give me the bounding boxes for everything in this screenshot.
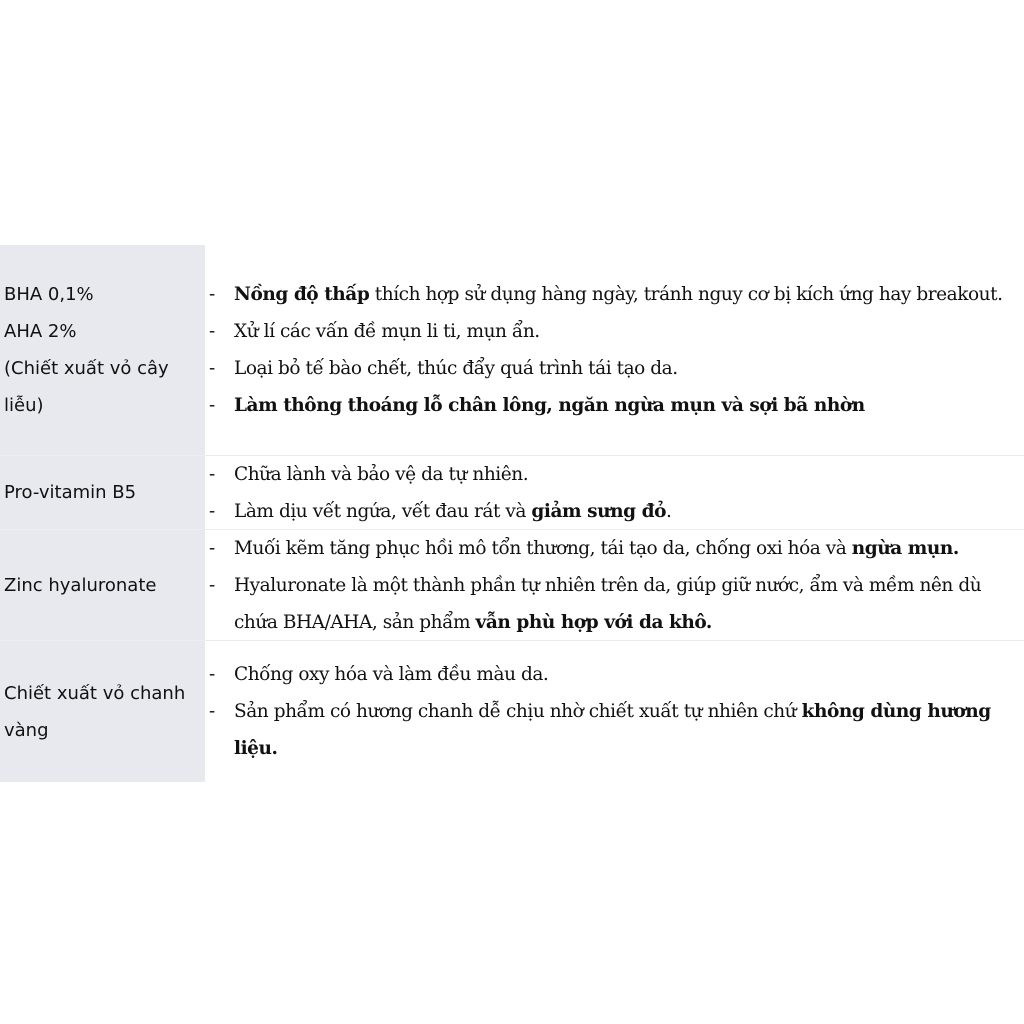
benefit-text: Làm dịu vết ngứa, vết đau rát và giảm sưng đỏ. — [234, 500, 672, 522]
benefit-cell — [205, 245, 1024, 455]
benefit-text: Làm thông thoáng lỗ chân lông, ngăn ngừa mụn và sợi bã nhờn — [234, 395, 865, 416]
ingredient-cell — [0, 456, 205, 529]
bullet-dash: - — [209, 358, 216, 379]
benefit-text: Chữa lành và bảo vệ da tự nhiên. — [234, 463, 529, 485]
benefit-text: Loại bỏ tế bào chết, thúc đẩy quá trình tái tạo da. — [234, 358, 678, 379]
bullet-dash: - — [209, 321, 216, 342]
bullet-dash: - — [209, 284, 216, 305]
benefit-text: Hyaluronate là một thành phần tự nhiên trên da, giúp giữ nước, ẩm và mềm nên dù chứa BHA/AHA, sản phẩm vẫn phù hợp với da khô. — [234, 574, 982, 633]
list-item — [205, 656, 1024, 693]
list-item — [205, 276, 1024, 313]
benefit-text: Xử lí các vấn đề mụn li ti, mụn ẩn. — [234, 321, 540, 342]
list-item — [205, 456, 1024, 493]
bullet-dash: - — [209, 395, 216, 416]
table-row — [0, 245, 1024, 456]
ingredient-table — [0, 245, 1024, 782]
bullet-dash: - — [209, 537, 216, 559]
list-item — [205, 530, 1024, 567]
list-item — [205, 350, 1024, 387]
bullet-dash: - — [209, 574, 216, 596]
ingredient-name: AHA 2% — [4, 321, 77, 342]
ingredient-cell — [0, 641, 205, 782]
bullet-dash: - — [209, 664, 216, 685]
ingredient-cell — [0, 245, 205, 455]
ingredient-name: BHA 0,1% — [4, 284, 94, 305]
ingredient-name: vàng — [4, 719, 49, 741]
benefit-cell — [205, 530, 1024, 640]
ingredient-name: Zinc hyaluronate — [4, 574, 157, 596]
ingredient-cell — [0, 530, 205, 640]
bullet-dash: - — [209, 500, 216, 522]
ingredient-name: Chiết xuất vỏ chanh — [4, 682, 186, 704]
benefit-cell — [205, 456, 1024, 529]
list-item — [205, 493, 1024, 530]
table-row — [0, 530, 1024, 641]
bullet-dash: - — [209, 463, 216, 485]
list-item — [205, 313, 1024, 350]
list-item — [205, 693, 1024, 767]
ingredient-name: Pro-vitamin B5 — [4, 482, 137, 503]
bullet-dash: - — [209, 701, 216, 722]
benefit-text: Sản phẩm có hương chanh dễ chịu nhờ chiết xuất tự nhiên chứ không dùng hương liệu. — [234, 701, 991, 759]
benefit-text: Chống oxy hóa và làm đều màu da. — [234, 664, 549, 685]
table-row — [0, 641, 1024, 782]
table-row — [0, 456, 1024, 530]
ingredient-name: (Chiết xuất vỏ cây — [4, 358, 169, 379]
benefit-text: Muối kẽm tăng phục hồi mô tổn thương, tái tạo da, chống oxi hóa và ngừa mụn. — [234, 537, 959, 559]
ingredient-name: liễu) — [4, 395, 44, 416]
list-item — [205, 567, 1024, 641]
benefit-text: Nồng độ thấp thích hợp sử dụng hàng ngày, tránh nguy cơ bị kích ứng hay breakout. — [234, 284, 1003, 305]
list-item — [205, 387, 1024, 424]
benefit-cell — [205, 641, 1024, 782]
